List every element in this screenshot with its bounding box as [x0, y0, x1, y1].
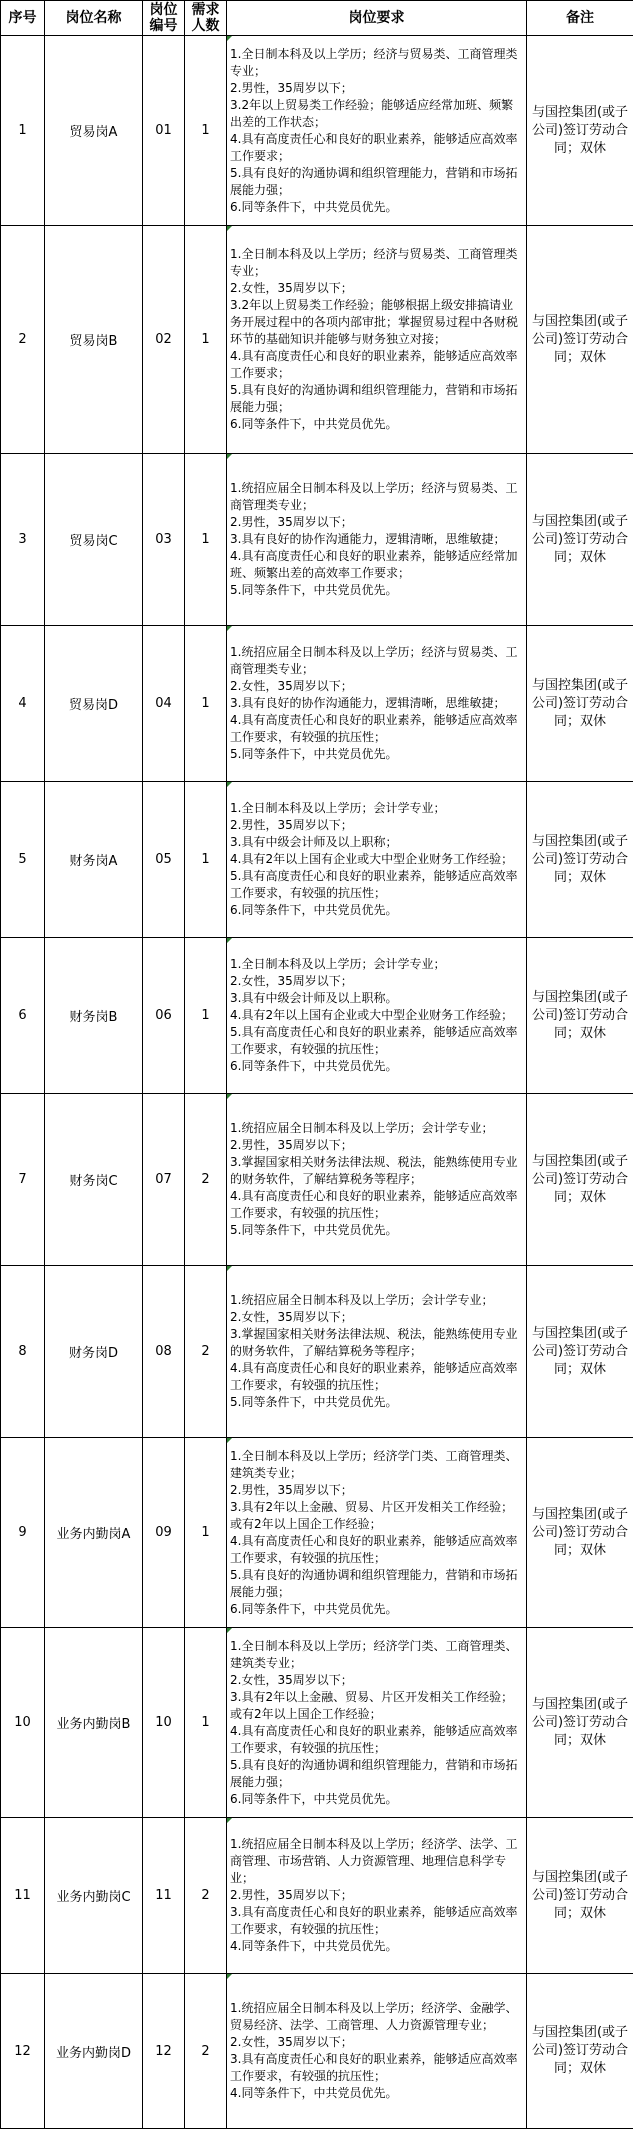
- table-row: [1, 1818, 633, 1974]
- requirement-line: 6.同等条件下，中共党员优先。: [230, 1058, 523, 1075]
- table-row: [1, 938, 633, 1094]
- requirement-line: 2.女性，35周岁以下；: [230, 973, 523, 990]
- requirement-line: 4.具有高度责任心和良好的职业素养，能够适应高效率工作要求，有较强的抗压性；: [230, 1188, 523, 1222]
- row-seq: 5: [1, 782, 45, 938]
- requirement-line: 3.2年以上贸易类工作经验；能够适应经常加班、频繁出差的工作状态；: [230, 97, 523, 131]
- requirement-line: 3.具有高度责任心和良好的职业素养，能够适应高效率工作要求，有较强的抗压性；: [230, 1904, 523, 1938]
- header-req: 岗位要求: [227, 1, 527, 36]
- requirement-line: 1.全日制本科及以上学历；经济学门类、工商管理类、建筑类专业；: [230, 1638, 523, 1672]
- row-position-name: 财务岗A: [45, 782, 143, 938]
- header-name: 岗位名称: [45, 1, 143, 36]
- table-row: [1, 1438, 633, 1628]
- header-code-text: 岗位编号: [150, 2, 178, 34]
- requirement-line: 2.女性，35周岁以下；: [230, 280, 523, 297]
- row-requirements: [227, 1266, 527, 1438]
- requirement-line: 2.女性，35周岁以下；: [230, 2034, 523, 2051]
- requirement-line: 4.同等条件下，中共党员优先。: [230, 1938, 523, 1955]
- requirement-line: 4.具有高度责任心和良好的职业素养，能够适应高效率工作要求，有较强的抗压性；: [230, 1723, 523, 1757]
- row-note: 与国控集团(或子公司)签订劳动合同；双休: [527, 782, 633, 938]
- row-note: 与国控集团(或子公司)签订劳动合同；双休: [527, 1818, 633, 1974]
- requirement-line: 4.具有高度责任心和良好的职业素养，能够适应经常加班、频繁出差的高效率工作要求；: [230, 548, 523, 582]
- requirement-line: 2.男性，35周岁以下；: [230, 514, 523, 531]
- requirement-line: 2.男性，35周岁以下；: [230, 1482, 523, 1499]
- row-seq: 2: [1, 226, 45, 454]
- requirement-line: 5.具有良好的沟通协调和组织管理能力，营销和市场拓展能力强；: [230, 382, 523, 416]
- row-requirements: [227, 1818, 527, 1974]
- requirement-line: 5.具有高度责任心和良好的职业素养，能够适应高效率工作要求，有较强的抗压性；: [230, 1024, 523, 1058]
- row-headcount: 2: [185, 1974, 227, 2129]
- row-requirements: [227, 626, 527, 782]
- row-position-name: 业务内勤岗D: [45, 1974, 143, 2129]
- row-seq: 1: [1, 36, 45, 226]
- requirement-line: 4.具有高度责任心和良好的职业素养，能够适应高效率工作要求；: [230, 131, 523, 165]
- table-row: [1, 1628, 633, 1818]
- header-note: 备注: [527, 1, 633, 36]
- row-position-code: 07: [143, 1094, 185, 1266]
- requirement-line: 5.同等条件下，中共党员优先。: [230, 1222, 523, 1239]
- row-requirements: [227, 36, 527, 226]
- row-requirements: [227, 1438, 527, 1628]
- row-headcount: 1: [185, 1438, 227, 1628]
- row-seq: 12: [1, 1974, 45, 2129]
- cell-comment-marker-icon: [227, 1266, 232, 1271]
- requirement-line: 5.具有良好的沟通协调和组织管理能力，营销和市场拓展能力强；: [230, 1567, 523, 1601]
- row-requirements: [227, 1974, 527, 2129]
- requirement-line: 3.具有2年以上金融、贸易、片区开发相关工作经验；或有2年以上国企工作经验；: [230, 1689, 523, 1723]
- requirement-line: 4.具有高度责任心和良好的职业素养，能够适应高效率工作要求，有较强的抗压性；: [230, 1360, 523, 1394]
- row-position-code: 12: [143, 1974, 185, 2129]
- row-note: 与国控集团(或子公司)签订劳动合同；双休: [527, 1266, 633, 1438]
- row-seq: 4: [1, 626, 45, 782]
- row-note: 与国控集团(或子公司)签订劳动合同；双休: [527, 454, 633, 626]
- row-position-name: 贸易岗B: [45, 226, 143, 454]
- cell-comment-marker-icon: [227, 626, 232, 631]
- requirement-line: 4.具有高度责任心和良好的职业素养，能够适应高效率工作要求，有较强的抗压性；: [230, 1533, 523, 1567]
- requirement-line: 4.具有2年以上国有企业或大中型企业财务工作经验；: [230, 851, 523, 868]
- requirement-line: 1.统招应届全日制本科及以上学历；会计学专业；: [230, 1292, 523, 1309]
- requirement-line: 1.全日制本科及以上学历；经济与贸易类、工商管理类专业；: [230, 246, 523, 280]
- row-headcount: 1: [185, 782, 227, 938]
- table-row: [1, 36, 633, 226]
- row-note: 与国控集团(或子公司)签订劳动合同；双休: [527, 1974, 633, 2129]
- row-headcount: 2: [185, 1818, 227, 1974]
- requirement-line: 1.统招应届全日制本科及以上学历；经济学、金融学、贸易经济、法学、工商管理、人力资源管理专业；: [230, 2000, 523, 2034]
- requirement-line: 3.掌握国家相关财务法律法规、税法，能熟练使用专业的财务软件，了解结算税务等程序；: [230, 1326, 523, 1360]
- row-position-code: 11: [143, 1818, 185, 1974]
- requirement-line: 3.具有良好的协作沟通能力，逻辑清晰，思维敏捷；: [230, 531, 523, 548]
- requirement-line: 3.具有中级会计师及以上职称；: [230, 834, 523, 851]
- row-note: 与国控集团(或子公司)签订劳动合同；双休: [527, 1628, 633, 1818]
- row-requirements: [227, 454, 527, 626]
- table-row: [1, 1266, 633, 1438]
- row-position-name: 贸易岗D: [45, 626, 143, 782]
- requirement-line: 5.具有良好的沟通协调和组织管理能力，营销和市场拓展能力强；: [230, 1757, 523, 1791]
- row-headcount: 1: [185, 938, 227, 1094]
- requirement-line: 4.具有高度责任心和良好的职业素养，能够适应高效率工作要求；: [230, 348, 523, 382]
- row-seq: 3: [1, 454, 45, 626]
- requirement-line: 2.男性，35周岁以下；: [230, 80, 523, 97]
- requirement-line: 1.统招应届全日制本科及以上学历；会计学专业；: [230, 1120, 523, 1137]
- row-headcount: 1: [185, 626, 227, 782]
- row-seq: 9: [1, 1438, 45, 1628]
- cell-comment-marker-icon: [227, 36, 232, 41]
- row-position-code: 01: [143, 36, 185, 226]
- row-headcount: 1: [185, 36, 227, 226]
- requirement-line: 5.同等条件下，中共党员优先。: [230, 582, 523, 599]
- table-row: [1, 454, 633, 626]
- row-position-code: 02: [143, 226, 185, 454]
- requirement-line: 1.全日制本科及以上学历；会计学专业；: [230, 956, 523, 973]
- row-requirements: [227, 1094, 527, 1266]
- row-position-name: 业务内勤岗A: [45, 1438, 143, 1628]
- cell-comment-marker-icon: [227, 1818, 232, 1823]
- requirement-line: 6.同等条件下，中共党员优先。: [230, 902, 523, 919]
- requirement-line: 1.统招应届全日制本科及以上学历；经济学、法学、工商管理、市场营销、人力资源管理、地理信息科学专业；: [230, 1836, 523, 1887]
- requirement-line: 5.具有高度责任心和良好的职业素养，能够适应高效率工作要求，有较强的抗压性；: [230, 868, 523, 902]
- row-headcount: 2: [185, 1094, 227, 1266]
- cell-comment-marker-icon: [227, 1628, 232, 1633]
- cell-comment-marker-icon: [227, 938, 232, 943]
- requirement-line: 4.具有2年以上国有企业或大中型企业财务工作经验；: [230, 1007, 523, 1024]
- cell-comment-marker-icon: [227, 1438, 232, 1443]
- requirement-line: 3.具有2年以上金融、贸易、片区开发相关工作经验；或有2年以上国企工作经验；: [230, 1499, 523, 1533]
- requirement-line: 5.具有良好的沟通协调和组织管理能力，营销和市场拓展能力强；: [230, 165, 523, 199]
- row-position-code: 10: [143, 1628, 185, 1818]
- row-requirements: [227, 226, 527, 454]
- row-position-name: 贸易岗A: [45, 36, 143, 226]
- header-code: [143, 1, 185, 36]
- row-requirements: [227, 938, 527, 1094]
- requirement-line: 1.统招应届全日制本科及以上学历；经济与贸易类、工商管理类专业；: [230, 480, 523, 514]
- row-requirements: [227, 782, 527, 938]
- requirement-line: 5.同等条件下，中共党员优先。: [230, 1394, 523, 1411]
- row-position-code: 04: [143, 626, 185, 782]
- requirement-line: 1.全日制本科及以上学历；会计学专业；: [230, 800, 523, 817]
- row-seq: 6: [1, 938, 45, 1094]
- row-headcount: 1: [185, 1628, 227, 1818]
- requirement-line: 1.统招应届全日制本科及以上学历；经济与贸易类、工商管理类专业；: [230, 644, 523, 678]
- row-position-code: 08: [143, 1266, 185, 1438]
- requirement-line: 2.女性，35周岁以下；: [230, 1309, 523, 1326]
- cell-comment-marker-icon: [227, 1094, 232, 1099]
- table-row: [1, 626, 633, 782]
- row-requirements: [227, 1628, 527, 1818]
- requirement-line: 3.具有良好的协作沟通能力，逻辑清晰，思维敏捷；: [230, 695, 523, 712]
- row-note: 与国控集团(或子公司)签订劳动合同；双休: [527, 938, 633, 1094]
- row-note: 与国控集团(或子公司)签订劳动合同；双休: [527, 1438, 633, 1628]
- header-count: [185, 1, 227, 36]
- requirement-line: 2.男性，35周岁以下；: [230, 1137, 523, 1154]
- cell-comment-marker-icon: [227, 782, 232, 787]
- requirement-line: 2.男性，35周岁以下；: [230, 1887, 523, 1904]
- requirement-line: 3.具有中级会计师及以上职称。: [230, 990, 523, 1007]
- row-position-code: 09: [143, 1438, 185, 1628]
- table-row: [1, 1974, 633, 2129]
- row-seq: 11: [1, 1818, 45, 1974]
- requirement-line: 4.具有高度责任心和良好的职业素养，能够适应高效率工作要求，有较强的抗压性；: [230, 712, 523, 746]
- requirement-line: 6.同等条件下，中共党员优先。: [230, 199, 523, 216]
- row-position-name: 业务内勤岗C: [45, 1818, 143, 1974]
- requirement-line: 6.同等条件下，中共党员优先。: [230, 416, 523, 433]
- row-position-code: 05: [143, 782, 185, 938]
- cell-comment-marker-icon: [227, 454, 232, 459]
- row-note: 与国控集团(或子公司)签订劳动合同；双休: [527, 1094, 633, 1266]
- requirement-line: 5.同等条件下，中共党员优先。: [230, 746, 523, 763]
- requirement-line: 3.具有高度责任心和良好的职业素养，能够适应高效率工作要求，有较强的抗压性；: [230, 2051, 523, 2085]
- row-position-name: 财务岗D: [45, 1266, 143, 1438]
- row-seq: 7: [1, 1094, 45, 1266]
- row-position-code: 03: [143, 454, 185, 626]
- row-note: 与国控集团(或子公司)签订劳动合同；双休: [527, 36, 633, 226]
- table-row: [1, 782, 633, 938]
- row-seq: 8: [1, 1266, 45, 1438]
- row-seq: 10: [1, 1628, 45, 1818]
- row-position-name: 财务岗B: [45, 938, 143, 1094]
- header-count-text: 需求人数: [192, 2, 220, 34]
- row-note: 与国控集团(或子公司)签订劳动合同；双休: [527, 226, 633, 454]
- row-position-name: 业务内勤岗B: [45, 1628, 143, 1818]
- row-headcount: 2: [185, 1266, 227, 1438]
- requirement-line: 2.女性，35周岁以下；: [230, 1672, 523, 1689]
- requirement-line: 1.全日制本科及以上学历；经济学门类、工商管理类、建筑类专业；: [230, 1448, 523, 1482]
- row-headcount: 1: [185, 454, 227, 626]
- row-position-code: 06: [143, 938, 185, 1094]
- header-seq: 序号: [1, 1, 45, 36]
- row-headcount: 1: [185, 226, 227, 454]
- requirement-line: 6.同等条件下，中共党员优先。: [230, 1791, 523, 1808]
- row-position-name: 财务岗C: [45, 1094, 143, 1266]
- header-row: [1, 1, 633, 36]
- table-row: [1, 1094, 633, 1266]
- requirement-line: 2.男性，35周岁以下；: [230, 817, 523, 834]
- row-note: 与国控集团(或子公司)签订劳动合同；双休: [527, 626, 633, 782]
- cell-comment-marker-icon: [227, 1974, 232, 1979]
- row-position-name: 贸易岗C: [45, 454, 143, 626]
- requirement-line: 4.同等条件下，中共党员优先。: [230, 2085, 523, 2102]
- requirement-line: 1.全日制本科及以上学历；经济与贸易类、工商管理类专业；: [230, 46, 523, 80]
- table-row: [1, 226, 633, 454]
- requirement-line: 3.2年以上贸易类工作经验；能够根据上级安排搞请业务开展过程中的各项内部审批；掌握贸易过程中各财税环节的基础知识并能够与财务独立对接；: [230, 297, 523, 348]
- cell-comment-marker-icon: [227, 226, 232, 231]
- requirement-line: 3.掌握国家相关财务法律法规、税法，能熟练使用专业的财务软件，了解结算税务等程序；: [230, 1154, 523, 1188]
- requirement-line: 6.同等条件下，中共党员优先。: [230, 1601, 523, 1618]
- requirement-line: 2.女性，35周岁以下；: [230, 678, 523, 695]
